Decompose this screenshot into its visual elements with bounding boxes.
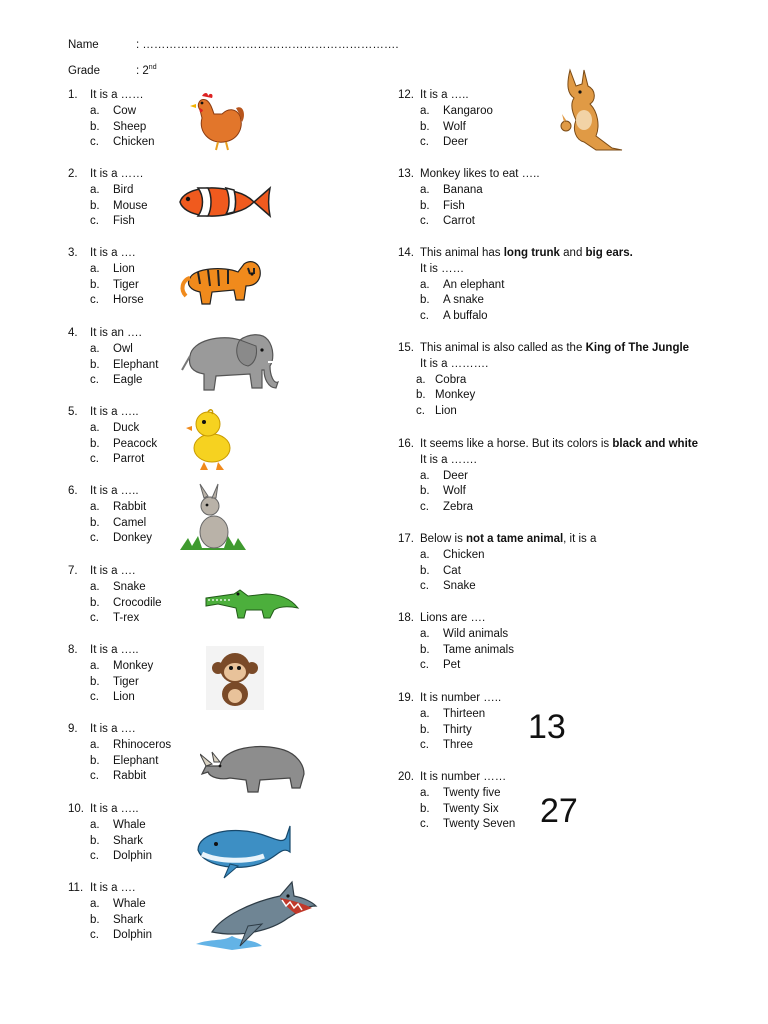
question-stem: It is a …… [90,168,144,180]
option-b[interactable]: b. Crocodile [90,596,162,609]
rhinoceros-picture [200,736,310,800]
question-14: 14. This animal has long trunk and big ears. It is …… a. An elephant b. A snake c. A buffalo [398,246,633,325]
question-stem: It is an …. [90,327,142,339]
option-a[interactable]: a. Wild animals [420,627,509,640]
option-a[interactable]: a. An elephant [420,278,505,291]
question-stem: It is a ….. [90,406,139,418]
question-stem: Below is [420,533,467,545]
question-2: 2. It is a …… a. Bird b. Mouse c. Fish [68,167,148,230]
option-c[interactable]: c. Twenty Seven [420,818,516,831]
question-10: 10. It is a ….. a. Whale b. Shark c. Dolphin [68,802,152,865]
option-a[interactable]: a. Lion [90,262,135,275]
option-a[interactable]: a. Twenty five [420,786,501,799]
question-9: 9. It is a …. a. Rhinoceros b. Elephant c. Rabbit [68,722,171,785]
option-b[interactable]: b. Cat [420,564,461,577]
question-20: 20. It is number …… a. Twenty five b. Twenty Six c. Twenty Seven [398,770,515,833]
rabbit-picture [178,482,248,554]
question-stem: It is a ….. [90,803,139,815]
duckling-picture [186,406,236,472]
question-7: 7. It is a …. a. Snake b. Crocodile c. T-rex [68,564,162,627]
question-stem: It is a …. [90,723,136,735]
option-c[interactable]: c. Dolphin [90,850,152,863]
option-c[interactable]: c. Horse [90,294,144,307]
option-c[interactable]: c. Dolphin [90,929,152,942]
option-b[interactable]: b. Fish [420,199,465,212]
chicken-picture [188,86,248,152]
question-11: 11. It is a …. a. Whale b. Shark c. Dolphin [68,881,152,944]
question-stem: It is a …. [90,565,136,577]
option-b[interactable]: b. Tame animals [420,643,514,656]
option-c[interactable]: c. Carrot [420,215,475,228]
name-line [68,39,399,51]
option-c[interactable]: c. Snake [420,580,476,593]
option-a[interactable]: a. Cow [90,104,137,117]
option-a[interactable]: a. Deer [420,469,468,482]
question-4: 4. It is an …. a. Owl b. Elephant c. Eagle [68,326,158,389]
question-12: 12. It is a ….. a. Kangaroo b. Wolf c. Deer [398,88,493,151]
question-16: 16. It seems like a horse. But its colors is black and white It is a ……. a. Deer b. Wolf c. Zebra [398,437,698,516]
option-b[interactable]: b. Shark [90,834,144,847]
option-c[interactable]: c. A buffalo [420,310,488,323]
question-5: 5. It is a ….. a. Duck b. Peacock c. Parrot [68,405,157,468]
question-8: 8. It is a ….. a. Monkey b. Tiger c. Lion [68,643,153,706]
option-a[interactable]: a. Owl [90,342,133,355]
option-b[interactable]: b. Monkey [416,389,476,402]
option-a[interactable]: a. Monkey [90,659,154,672]
question-13: 13. Monkey likes to eat ….. a. Banana b. Fish c. Carrot [398,167,540,230]
question-stem: It is a …. [90,247,136,259]
question-stem: This animal has [420,247,504,259]
option-b[interactable]: b. Tiger [90,278,139,291]
question-number: 1. [68,89,78,101]
option-b[interactable]: b. A snake [420,294,484,307]
question-stem: It is a ….. [90,644,139,656]
option-b[interactable]: b. Mouse [90,199,148,212]
whale-picture [194,816,292,880]
question-3: 3. It is a …. a. Lion b. Tiger c. Horse [68,246,144,309]
option-a[interactable]: a. Rhinoceros [90,738,172,751]
monkey-picture [206,646,264,710]
question-17: 17. Below is not a tame animal, it is a a. Chicken b. Cat c. Snake [398,532,596,595]
name-label: Name [68,39,99,51]
option-c[interactable]: c. Lion [416,405,457,418]
grade-label: Grade [68,64,100,77]
option-a[interactable]: a. Chicken [420,548,485,561]
question-15: 15. This animal is also called as the King of The Jungle It is a ………. a. Cobra b. Monkey c. Lion [398,341,689,420]
question-stem: It is a ….. [420,89,469,101]
option-c[interactable]: c. Fish [90,215,135,228]
option-c[interactable]: c. Chicken [90,136,155,149]
option-c[interactable]: c. Parrot [90,453,145,466]
option-b[interactable]: b. Tiger [90,675,139,688]
option-b[interactable]: b. Wolf [420,485,466,498]
question-stem: This animal is also called as the [420,342,586,354]
elephant-picture [178,326,288,398]
question-19: 19. It is number ….. a. Thirteen b. Thirty c. Three [398,691,501,754]
question-stem: It is a …… [90,89,144,101]
kangaroo-picture [556,68,626,154]
question-6: 6. It is a ….. a. Rabbit b. Camel c. Donkey [68,484,152,547]
option-c[interactable]: c. Three [420,739,474,752]
option-b[interactable]: b. Shark [90,913,144,926]
question-stem: It is number …… [420,771,507,783]
number-13: 13 [528,708,566,746]
option-a[interactable]: a. Duck [90,421,140,434]
option-c[interactable]: c. Pet [420,659,461,672]
shark-picture [192,880,318,954]
grade-value: : 2 [136,64,149,77]
option-a[interactable]: a. Bird [90,183,134,196]
number-27: 27 [540,792,578,830]
option-b[interactable]: b. Elephant [90,754,159,767]
question-stem: It is a …. [90,882,136,894]
option-c[interactable]: c. Rabbit [90,770,147,783]
name-field[interactable]: : …………………………………………………………. [136,39,399,51]
option-c[interactable]: c. Donkey [90,532,152,545]
option-a[interactable]: a. Thirteen [420,707,486,720]
crocodile-picture [204,582,300,622]
option-c[interactable]: c. Eagle [90,374,143,387]
option-a[interactable]: a. Rabbit [90,500,147,513]
clownfish-picture [174,180,272,222]
option-a[interactable]: a. Snake [90,580,146,593]
grade-sup: nd [148,64,157,71]
option-c[interactable]: c. Zebra [420,501,474,514]
question-stem: It is a ….. [90,485,139,497]
question-stem: Lions are …. [420,612,486,624]
option-a[interactable]: a. Whale [90,818,146,831]
option-a[interactable]: a. Cobra [416,373,467,386]
option-b[interactable]: b. Sheep [90,120,147,133]
option-b[interactable]: b. Peacock [90,437,158,450]
option-b[interactable]: b. Thirty [420,723,472,736]
question-stem: It is number ….. [420,692,502,704]
question-1 [68,88,155,151]
option-b[interactable]: b. Wolf [420,120,466,133]
option-a[interactable]: a. Kangaroo [420,104,493,117]
option-a[interactable]: a. Banana [420,183,483,196]
grade-line [68,64,157,77]
question-stem: It seems like a horse. But its colors is [420,438,613,450]
option-c[interactable]: c. Lion [90,691,135,704]
option-c[interactable]: c. T-rex [90,612,140,625]
tiger-picture [178,254,266,310]
option-b[interactable]: b. Twenty Six [420,802,499,815]
question-stem: Monkey likes to eat ….. [420,168,540,180]
question-18: 18. Lions are …. a. Wild animals b. Tame animals c. Pet [398,611,514,674]
option-b[interactable]: b. Camel [90,516,147,529]
option-b[interactable]: b. Elephant [90,358,159,371]
option-a[interactable]: a. Whale [90,897,146,910]
option-c[interactable]: c. Deer [420,136,468,149]
